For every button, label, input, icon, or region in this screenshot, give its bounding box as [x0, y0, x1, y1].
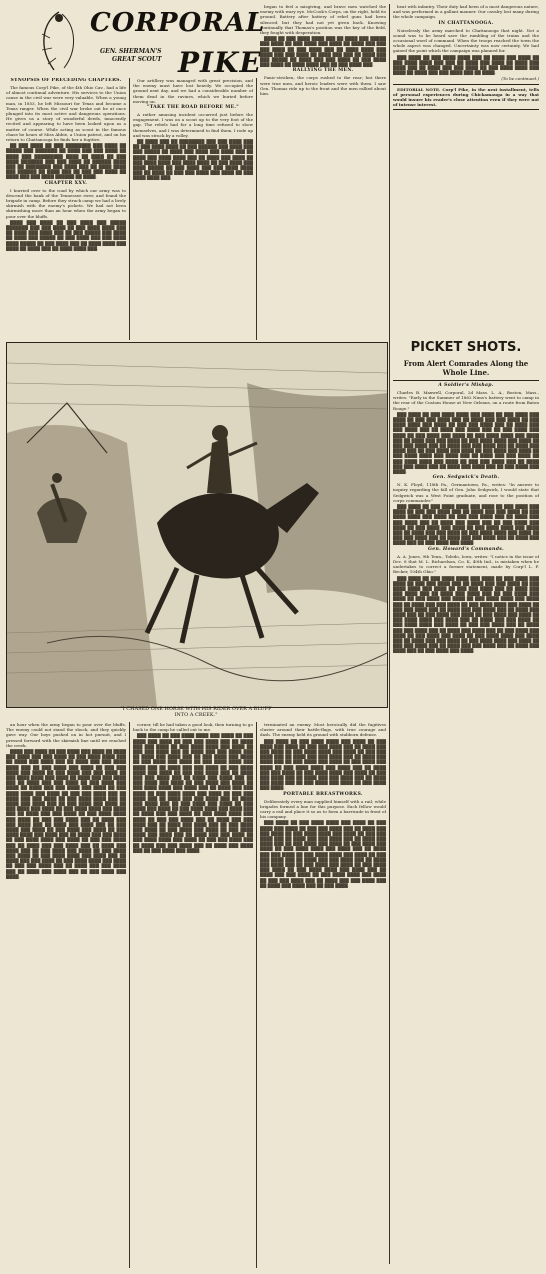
illustration-caption	[6, 706, 386, 718]
column-1-lower	[6, 722, 126, 1268]
caption-line-2: INTO A CREEK."	[174, 712, 218, 718]
col3-text-2: Panic-stricken, the corps rushed to the rear; but there were true men, and heroic leaders were with them. I saw Gen. Thomas ride up to the front and the men rallied about him.	[260, 75, 386, 97]
col2-text: Our artillery was managed with great precision, and the enemy must have lost heavily. We occupied the ground next day, and we had a considerable number of them dead in the ravines, which we buried before moving on.	[133, 78, 253, 104]
item2-text: N. K. Floyd, 118th Pa., Germantown, Pa., writes: "In answer to inquiry regarding the fall of Gen. John Sedgwick, I would state that Sedgwick was a West Point graduate, and rose to the position of corps commander."	[393, 482, 539, 503]
chapter-text-filler: ████ ███ ████ ██ ███ ████ ███ █████ ███████ ███ ███ ████ ██ ███ ████ ████ ███ ██ ████ ███ ████ ███ ██ ███ █████ ███ ████ ██ ████ ███ █████ ██ ███ ████ ███ ███ ████ ████ █████ ██ ███ ████ ███ ██ ████ ████ ███ ████ ██ ████ ███ ██ ████ ████ ███.	[6, 219, 126, 251]
synopsis-text: The famous Corp'l Pike, of the 4th Ohio Cav., had a life of almost continual adventure. His services to the Union cause in the civil war were very valuable. When a young man, in 1853, he left Missouri for Texas and became a Texas ranger. When the civil war broke out he at once plunged into its most active and dangerous operations. He gives us a story of wonderful deeds, innocently recited and appearing to have been looked upon as a matter of course. While acting as scout in the famous chase he hears of Miss Abbie, a Union patriot, and on his return to Chattanooga he finds her a fugitive.	[6, 85, 126, 143]
divider	[393, 109, 539, 110]
item1-text: Charles B. Maxwell, Corporal, 2d Mass. L. A., Boston, Mass., writes: "Early in the Summer of 1862 Nims's battery went to camp in the rear of the Custom House at New Orleans, on a route from Baton Rouge."	[393, 390, 539, 411]
item3-filler: ███ ████ ██ ███ ████ ████ ███ ████ ██ ███ ████ ███ ████ ██ ███ ███ ████ ███ ██ ████ ███ ███ ████ ██ ███ ████ ████ ███ ████ ██ ███ ███ ████ ███ ██ ████ ███ ███ ████ ███ ██ ████ ███ ████ ███ ██ ███ ████ ███ ████ ██ ███ ████ ███ ████ ██ ███ ████ ████ ███ ████ ███ ██ ████ ███ ███ ████ ██ ███ ████ ████ ███ ████ ██ ███ ███ ████ ███ ██ ████ ███ ███ ████ ███ ██ ████ ███ ████ ███ ██ ███ ████ ███ ████ ██ ███ ████ ███ ████ ██ ███ ████ ████ ███ ████ ███ ██ ████ ███ ███ ████ ██ ███ ████ ████ ███ ████ ██ ███ ███ ████ ███ ██ ████ ███ ███ ████ ███ ██ ████ ███ ████ ███ ██ ███ ████ ███ ████ ██ ███ ████ ███ ████ ██ ███ ████ ████ ███ ████ ███ ██ ████ ███ ███ ████ ██ ███ ████ ████ ███ ████ ██ ███ ███ ████ ███ ██ ████ ███ ███ ████ ███ ██ ████ ███ ████ ███ ██ ███ ████ ███ ████.	[393, 575, 539, 654]
masthead-subtitle-2: GREAT SCOUT	[112, 56, 162, 63]
column-divider	[256, 722, 257, 1268]
column-divider	[256, 78, 257, 340]
chapter-heading: CHAPTER XXV.	[44, 180, 88, 186]
column-3-lower	[260, 722, 386, 1268]
picket-shots-column	[393, 336, 539, 1268]
item1-heading: A Soldier's Mishap.	[438, 383, 494, 388]
col4-heading: IN CHATTANOOGA.	[438, 20, 494, 26]
col2-heading: "TAKE THE ROAD BEFORE ME."	[147, 105, 239, 111]
column-2-upper	[133, 78, 253, 340]
col4-text-2: Noiselessly the army marched to Chattanooga that night. Not a sound was to be heard save the rumbling of the trains and the occasional word of command. When the troops reached the town the whole aspect was changed. Uncertainty was now certainty. We had gained the point which the campaign was planned for.	[393, 27, 539, 54]
column-3-upper	[260, 4, 386, 340]
to-be-continued: (To be continued.)	[501, 76, 539, 82]
divider	[393, 84, 539, 85]
column-divider	[389, 4, 390, 1264]
column-divider	[129, 78, 130, 340]
bottom-col3-text-2: Deliberately every man supplied himself with a rail; while brigades formed a line for this purpose. Each fellow would carry a rail and place it so as to form a barricade in front of his company.	[260, 798, 386, 820]
illustration-horse-rider	[6, 342, 388, 708]
synopsis-heading: SYNOPSIS OF PRECEDING CHAPTERS.	[10, 78, 122, 83]
divider	[393, 380, 539, 381]
masthead-title-right: PIKE	[178, 46, 262, 79]
bottom-col1-filler: ████ ███ ████ ██ ███ ████ ███ ████ ██ ████ ███ ████ ███ ███ ████ ██ ███ ████ ████ ███ ██ ████ ███ ████ ███ ██ ████ ███ ███ ████ ████ ███ ██ ███ ████ ███ ████ ██ ███ ███ ████ ███ ████ ██ ███ ████ ███ ███ ████ ██ ███ ████ ████ ███ ████ ██ ████ ███ ███ ████ ███ ██ ████ ███ ███ ████ ██ ███ ████ ███ ████ ██ ████ ███ ███ ████ ███ ████ ██ ███ ████ ████ ███ ████ ██ ███ ███ ████ ███ ██ ████ ███ ███ ████ ██ ███ ████ ████ ███ ██ ████ ███ ████ ███ ██ ███ ████ ███ ████ ██ ███ ████ ███ ████ ██ ███ ████ ████ ███ ████ ███ ██ ████ ███ ███ ████ ██ ███ ████ ████ ███ ████ ██ ███ ███ ████ ███ ██ ████ ███ ███ ████ ███ ██ ████ ███ ████ ███ ██ ███ ████ ███ ████ ██ ███ ████ ███ ████ ██ ███ ████ ████ ███ ████ ███ ██ ████ ███ ███ ████ ██ ███ ████ ████ ███ ████ ██ ███ ███ ████ ███ ██ ████ ███ ███ ████ ███ ██ ████ ███ ████ ███ ██ ███ ████ ███ ████ ██ ███ ████ ███ ████ ██ ███ ████ ████ ███ ████ ███ ██ ████ ███ ███ ████ ██ ███ ████ ████ ███ ████ ██ ███ ███ ████ ███ ██ ████ ███ ███ ████ ███ ██ ████ ███ ████ ███ ██ ███ ████ ███ ████.	[6, 749, 126, 879]
bottom-col3-heading: PORTABLE BREASTWORKS.	[283, 791, 363, 797]
bottom-col1-text: an hour when the army began to pour over the bluffs. The enemy could not stand the shock, and they quickly gave way. Our boys pushed on in hot pursuit, and I pressed forward with the skirmish line until we reached the creek.	[6, 722, 126, 748]
col3-heading: RALLYING THE MEN.	[292, 68, 354, 74]
caption-line-1: "I CHASED ONE HORSE WITH HIS RIDER OVER A BLUFF	[120, 706, 272, 712]
item1-filler: ███ ████ ██ ███ ████ ████ ███ ████ ██ ███ ████ ███ ████ ██ ███ ███ ████ ███ ██ ████ ███ ███ ████ ██ ███ ████ ████ ███ ████ ██ ███ ███ ████ ███ ██ ████ ███ ███ ████ ███ ██ ████ ███ ████ ███ ██ ███ ████ ███ ████ ██ ███ ████ ███ ████ ██ ███ ████ ████ ███ ████ ███ ██ ████ ███ ███ ████ ██ ███ ████ ████ ███ ████ ██ ███ ███ ████ ███ ██ ████ ███ ███ ████ ███ ██ ████ ███ ████ ███ ██ ███ ████ ███ ████ ██ ███ ████ ███ ████ ██ ███ ████ ████ ███ ████ ███ ██ ████ ███ ███ ████ ██ ███ ████ ████ ███ ████ ██ ███ ███ ████ ███ ██ ████ ███ ███ ████ ███ ██ ████ ███ ████ ███ ██ ███ ████ ███ ████.	[393, 411, 539, 475]
synopsis-text-filler: ██ ███ ████ ██ ███ ████████ ███ ████ ██ █████ ███ ███████ ██ ████ ███ ███ ████ ██ ████ ███ █████████ ████ ██ ████ ██ ███ ████ ███████ ███ ███ ████ ██ ██████ ████ ███ ██ ████████ ███ ████ ███ ██ ████ ████ ███ ██████ ██ ████ ███ ██ ███ ███ ████ ██ ████ ███ ███ ████ ██████ ██ ████.	[6, 143, 126, 180]
col4-text-filler: ███ ████ ██ ███ ████ ████ ███ ██ ████ ███ ████ ██ ███ ████ ████ ███ ███ ██ ████ ███ ████ ██ ████ ███ ████ ███ ██ ████ ███ ███ ████ ██ ███ ████ ████ ███ ████ ██ ████ ███ ███ ████ ███ ██ ████.	[393, 54, 539, 76]
item2-filler: ███ ████ ██ ███ ████ ████ ███ ████ ██ ███ ████ ███ ████ ██ ███ ███ ████ ███ ██ ████ ███ ███ ████ ██ ███ ████ ████ ███ ████ ██ ███ ███ ████ ███ ██ ████ ███ ███ ████ ███ ██ ████ ███ ████ ███ ██ ███ ████ ███ ████ ██ ███ ████ ███ ████ ██ ███ ████ ████ ███ ████ ███ ██ ████ ███ ███ ████ ██ ███ ████ ████ ███ ████ ██ ███ ███ ████ ███ ██ ████ ███ ███ ████ ███ ██ ████ ███ ████ ███ ██ ███ ████ ███ ████.	[393, 504, 539, 546]
item3-text: A. A. Jones, 9th Tenn., Toledo, Iowa, writes: "I notice in the issue of Dec. 8 that M. L. Richardson, Co. K, 40th Ind., is mistaken when he undertakes to correct a former statement, made by Corp'l L. F. Becker, 104th Ohio."	[393, 553, 539, 575]
column-1-upper	[6, 78, 126, 340]
masthead-subtitle-1: GEN. SHERMAN'S	[100, 48, 162, 55]
editorial-note: EDITORIAL NOTE. Corp'l Pike, in the next installment, tells of personal experiences during Chickamauga in a way that would insure his reader's close attention even if they were not of intense interest.	[393, 86, 539, 108]
item3-heading: Gen. Howard's Commands.	[428, 546, 504, 552]
bottom-col3-text: terminated an enemy. Most heroically did the fugitives cluster around their battle-flags, with true courage and dash. The enemy held its ground with stubborn defense.	[260, 722, 386, 738]
col3-text: began to feel a misgiving, and brave men watched the enemy with wary eye. McCook's Corps, on the right, held its ground. Battery after battery of rebel guns had been silenced, but they had not yet given back. Knowing continually that Thomas's position was the key of the field, they fought with desperation.	[260, 4, 386, 36]
picket-shots-heading: PICKET SHOTS.	[410, 340, 522, 355]
col2-text-2: A rather amusing incident occurred just before the engagement. I was on a scout up to the very foot of the gap. The rebels had for a long time refused to show themselves, and I was determined to find them. I rode up and was struck by a volley.	[133, 112, 253, 138]
column-divider	[129, 722, 130, 1268]
column-4-upper	[393, 4, 539, 334]
column-2-lower	[133, 722, 253, 1268]
bottom-col2-filler: ███ ████ ██ ███ ████ ████ ███ ████ ██ ███ ████ ███ ████ ██ ███ ███ ████ ███ ██ ████ ███ ███ ████ ██ ███ ████ ████ ███ ████ ██ ███ ███ ████ ███ ██ ████ ███ ███ ████ ███ ██ ████ ███ ████ ███ ██ ███ ████ ███ ████ ██ ███ ████ ███ ████ ██ ███ ████ ████ ███ ████ ███ ██ ████ ███ ███ ████ ██ ███ ████ ████ ███ ████ ██ ███ ███ ████ ███ ██ ████ ███ ███ ████ ███ ██ ████ ███ ████ ███ ██ ███ ████ ███ ████ ██ ███ ████ ███ ████ ██ ███ ████ ████ ███ ████ ███ ██ ████ ███ ███ ████ ██ ███ ████ ████ ███ ████ ██ ███ ███ ████ ███ ██ ████ ███ ███ ████ ███ ██ ████ ███ ████ ███ ██ ███ ████ ███ ████ ██ ███ ████ ███ ████ ██ ███ ████ ████ ███ ████ ███ ██ ████ ███ ███ ████ ██ ███ ████ ████ ███ ████ ██ ███ ███ ████ ███ ██ ████ ███ ███ ████ ███ ██ ████ ███ ████ ███ ██ ███ ████ ███ ████ ██ ███ ████ ███ ████ ██ ███ ████ ████ ███ ████ ███ ██ ████ ███ ███ ████ ██ ███ ████ ████ ███ ████ ██ ███ ███ ████ ███ ██ ████ ███ ███ ████ ███ ██ ████ ███ ████ ███ ██ ███ ████ ███ ████.	[133, 733, 253, 853]
bottom-col3-filler: ███ ████ ██ ███ ████ ████ ███ ████ ██ ███ ████ ███ ████ ██ ███ ███ ████ ███ ██ ████ ███ ███ ████ ██ ███ ████ ████ ███ ████ ██ ███ ███ ████ ███ ██ ████ ███ ███ ████ ███ ██ ████ ███ ████ ███ ██ ███ ████ ███ ████ ██ ███ ████ ███ ████ ██ ███ ████ ████ ███ ████ ███ ██ ████ ███ ███ ████ ██ ███ ████ ████ ███ ████ ██ ███ ███ ████ ███ ██ ████ ███ ███ ████ ███ ██ ████ ███ ████ ███ ██ ███ ████ ███ ████ ██ ███ ████ ███ ████.	[260, 738, 386, 791]
col3-text-filler: ████ ██ ███ ████ ████ ███ ██ ████ ███ █████ ███ ████ ██ ███ ████ ███ ████ ██ ████ ███ ███ ███ ████ ██ ███ ████ ███ ██ ████ ████ ███ ████ ███ ███ ████ ██ ████ ███ ███ ██ ████ ███ ███ █████ ██ ████ ███ ███ ████ ██ ███ ████ ███ ████ ██ ████ ████ ███ ██ ███ ████ ███.	[260, 36, 386, 68]
col2-text-filler: ██ ████ ███ ██ ████████ ███ ███ ████ ███ ██ ███ ████ ████ ██ ███ ██████ ███ ████ ███ ███ █████ ██ ████ ███ ████ ███ ████ ███ ██ ████ ███ ████ ████ ███ ██ ████ ███ ████ ██ ███ ████ ████ ███ ████ ████ ██ ███ ████ ███ ████ █████ ██ ███ ████ ███ ███ ████ ████ ███ ██ ████ ██ ███ ███ ████ ███ ████ ██ ███ ████ ████ ███.	[133, 139, 253, 181]
bottom-col3-filler-2: ███ ████ ██ ███ ████ ████ ███ ████ ██ ███ ████ ███ ████ ██ ███ ███ ████ ███ ██ ████ ███ ███ ████ ██ ███ ████ ████ ███ ████ ██ ███ ███ ████ ███ ██ ████ ███ ███ ████ ███ ██ ████ ███ ████ ███ ██ ███ ████ ███ ████ ██ ███ ████ ███ ████ ██ ███ ████ ████ ███ ████ ███ ██ ████ ███ ███ ████ ██ ███ ████ ████ ███ ████ ██ ███ ███ ████ ███ ██ ████ ███ ███ ████ ███ ██ ████ ███ ████ ███ ██ ███ ████ ███ ████ ██ ███ ████ ███ ████ ██ ███ ████ ████ ███ ████ ███ ██ ████ ███ ███ ████ ██ ███ ████ ████ ███ ████ ██ ███ ███ ████ ███ ██ ████ ███ ███ ████ ███ ██ ████ ███ ████ ███ ██ ███ ████.	[260, 820, 386, 888]
col4-text: beat with infantry. Their duty had been of a most dangerous nature, and was performed in a gallant manner. Our cavalry lost many during the whole campaign.	[393, 4, 539, 20]
masthead-title-left: CORPORAL	[90, 8, 266, 38]
picket-shots-subheading-2: Whole Line.	[442, 368, 490, 377]
item2-heading: Gen. Sedgwick's Death.	[432, 475, 500, 481]
bottom-col2-text: corner, till he had taken a good look, then turning to go back to the camp he called out to me.	[133, 722, 253, 733]
masthead-ornament-icon	[32, 8, 86, 74]
picket-shots-subheading-1: From Alert Comrades Along the	[403, 359, 529, 368]
chapter-text: I hurried over to the road by which our army was to descend the bank of the Tennessee river, and found the brigade in camp. Before they struck camp we had a lively skirmish with the enemy's pickets. We had not been skirmishing more than an hour when the army began to pour over the bluffs.	[6, 187, 126, 219]
